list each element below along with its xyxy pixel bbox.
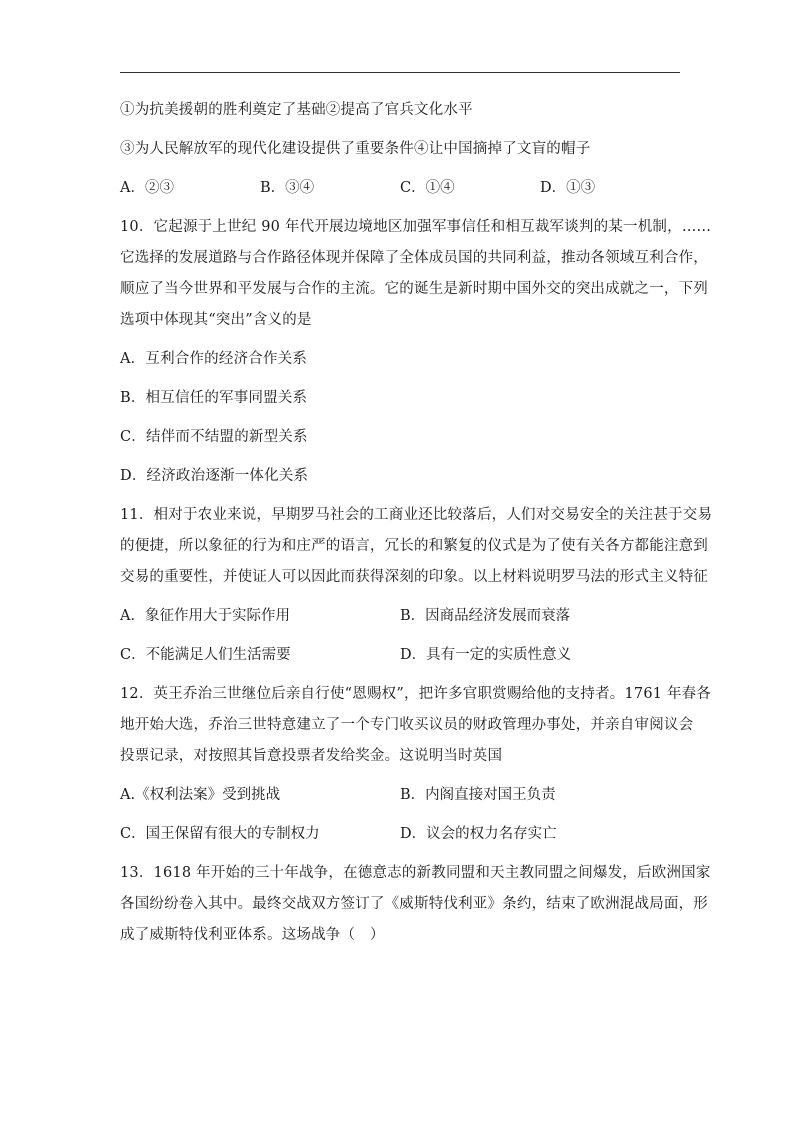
q11-option-d: D．具有一定的实质性意义 [400, 647, 572, 663]
q13-stem-line: 成了威斯特伐利亚体系。这场战争（ ） [120, 927, 385, 943]
q12-stem-line: 投票记录，对按照其旨意投票者发给奖金。这说明当时英国 [120, 748, 503, 764]
q10-stem-line: 10．它起源于上世纪 90 年代开展边境地区加强军事信任和相互裁军谈判的某一机制，…… [120, 219, 712, 235]
q9-statement-2: ③为人民解放军的现代化建设提供了重要条件④让中国摘掉了文盲的帽子 [120, 141, 591, 157]
q12-option-b: B．内阁直接对国王负责 [400, 787, 556, 803]
q11-option-a: A．象征作用大于实际作用 [120, 608, 290, 624]
q12-options-row-1 [120, 785, 685, 805]
q9-statement-1: ①为抗美援朝的胜利奠定了基础②提高了官兵文化水平 [120, 102, 473, 118]
question-11 [120, 505, 713, 665]
q13-stem-line: 13．1618 年开始的三十年战争，在德意志的新教同盟和天主教同盟之间爆发，后欧洲国家 [120, 865, 711, 881]
q10-stem-line: 选项中体现其“突出”含义的是 [120, 312, 312, 328]
exam-content [120, 100, 713, 945]
q12-option-a: A.《权利法案》受到挑战 [120, 787, 281, 803]
q9-option-d: D．①③ [540, 180, 596, 196]
q11-options-row-2 [120, 645, 685, 665]
q12-stem-line: 12．英王乔治三世继位后亲自行使“恩赐权”，把许多官职赏赐给他的支持者。1761 年春各 [120, 686, 712, 702]
q11-stem-line: 11．相对于农业来说，早期罗马社会的工商业还比较落后，人们对交易安全的关注甚于交易 [120, 507, 713, 523]
question-10 [120, 217, 712, 486]
q10-option-a: A．互利合作的经济合作关系 [120, 351, 308, 367]
q11-stem-line: 的便捷，所以象征的行为和庄严的语言，冗长的和繁复的仪式是为了使有关各方都能注意到 [120, 538, 708, 554]
q13-stem-line: 各国纷纷卷入其中。最终交战双方签订了《威斯特伐利亚》条约，结束了欧洲混战局面，形 [120, 896, 708, 912]
q9-option-c: C．①④ [400, 180, 455, 196]
q9-options [120, 178, 685, 198]
q10-option-c: C．结伴而不结盟的新型关系 [120, 429, 308, 445]
q12-option-d: D．议会的权力名存实亡 [400, 826, 557, 842]
q11-options-row-1 [120, 606, 685, 626]
q12-stem-line: 地开始大选，乔治三世特意建立了一个专门收买议员的财政管理办事处，并亲自审阅议会 [120, 717, 694, 733]
q11-option-c: C．不能满足人们生活需要 [120, 647, 291, 663]
q10-stem-line: 它选择的发展道路与合作路径体现并保障了全体成员国的共同利益，推动各领域互利合作， [120, 250, 708, 266]
question-9 [120, 100, 685, 198]
q10-option-b: B．相互信任的军事同盟关系 [120, 390, 308, 406]
question-12 [120, 684, 712, 844]
q9-option-b: B．③④ [260, 180, 315, 196]
q10-option-d: D．经济政治逐渐一体化关系 [120, 468, 309, 484]
question-13 [120, 863, 711, 945]
q9-option-a: A．②③ [120, 180, 174, 196]
q11-stem-line: 交易的重要性，并使证人可以因此而获得深刻的印象。以上材料说明罗马法的形式主义特征 [120, 569, 708, 585]
q12-options-row-2 [120, 824, 685, 844]
header-rule [120, 72, 680, 73]
q11-option-b: B．因商品经济发展而衰落 [400, 608, 571, 624]
q12-option-c: C．国王保留有很大的专制权力 [120, 826, 320, 842]
q10-stem-line: 顺应了当今世界和平发展与合作的主流。它的诞生是新时期中国外交的突出成就之一，下列 [120, 281, 708, 297]
